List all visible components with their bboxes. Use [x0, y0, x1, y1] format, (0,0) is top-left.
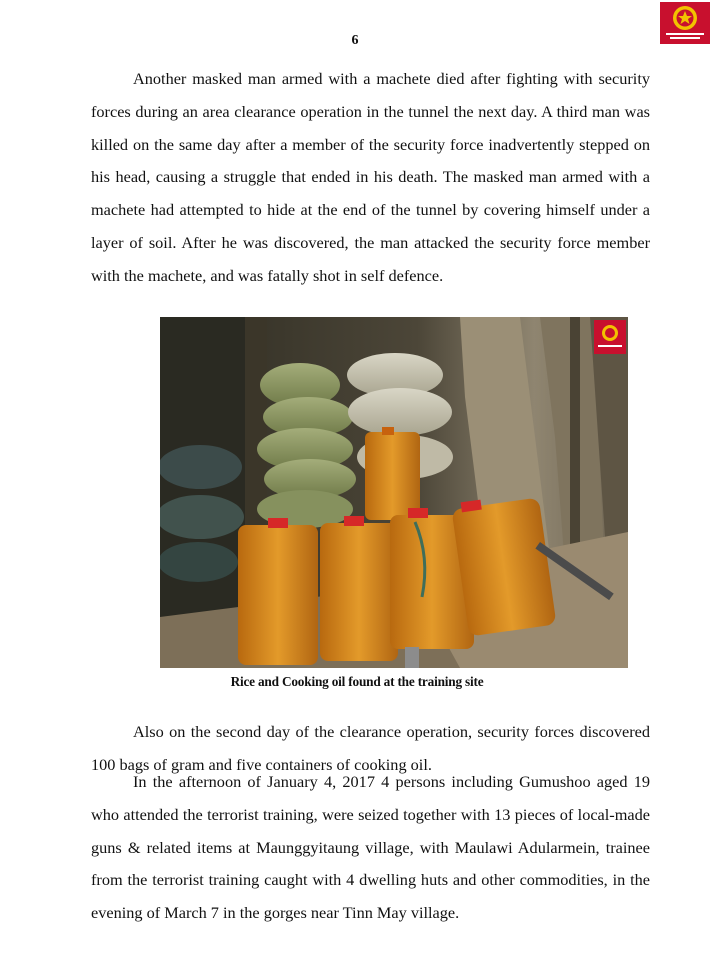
emblem-seal-icon — [673, 6, 697, 30]
oil-container-2 — [320, 516, 398, 661]
photo-watermark-emblem — [594, 320, 626, 354]
rice-and-oil-photo — [160, 317, 628, 668]
photo-caption: Rice and Cooking oil found at the training site — [230, 674, 484, 689]
page-number: 6 — [351, 33, 359, 48]
paragraph-tunnel-incident: Another masked man armed with a machete died after fighting with security forces during an area clearance operation in the tunnel the next day. A third man was killed on the same day after a member of the security force inadvertently stepped on his head, causing a struggle that ended in his death. The masked man armed with a machete had attempted to hide at the end of the tunnel by covering himself under a layer of soil. After he was discovered, the man attacked the security force member with the machete, and was fatally shot in self defence. — [91, 69, 650, 285]
oil-container-1 — [238, 518, 318, 665]
oil-container-4 — [452, 497, 557, 636]
paragraph-supplies-discovered: Also on the second day of the clearance operation, security forces discovered 100 bags of gram and five containers of cooking oil. — [91, 722, 650, 774]
paragraph-persons-seized: In the afternoon of January 4, 2017 4 persons including Gumushoo aged 19 who attended the terrorist training, were seized together with 13 pieces of local-made guns & related items at Maunggyitaung village, with Maulawi Adularmein, trainee from the terrorist training caught with 4 dwelling huts and other commodities, in the evening of March 7 in the gorges near Tinn May village. — [91, 772, 650, 923]
